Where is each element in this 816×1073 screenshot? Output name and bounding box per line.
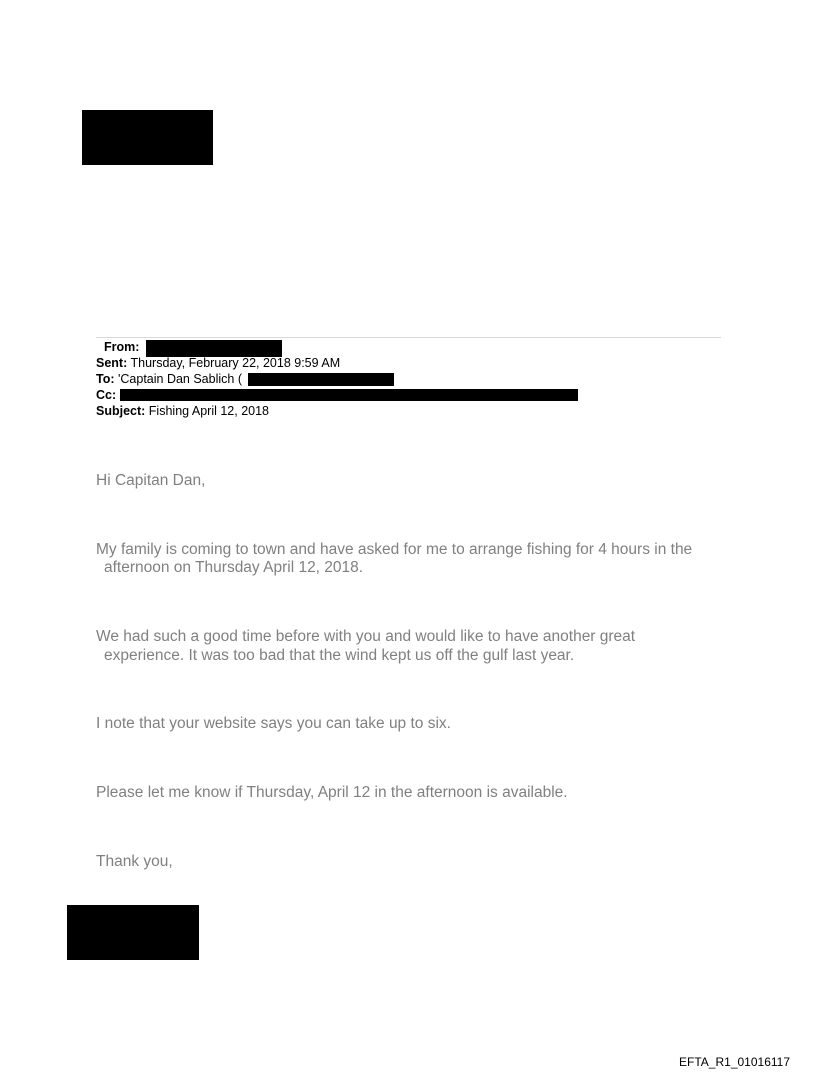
subject-line	[96, 404, 269, 419]
subject-value: Fishing April 12, 2018	[148, 404, 270, 418]
cc-line	[96, 388, 116, 403]
from-redaction	[146, 340, 282, 357]
paragraph-2-line-2: experience. It was too bad that the wind kept us off the gulf last year.	[104, 647, 575, 664]
closing: Thank you,	[96, 853, 173, 870]
to-label: To:	[96, 372, 115, 386]
sent-label: Sent:	[96, 356, 128, 370]
cc-label: Cc:	[96, 388, 117, 402]
sent-line	[96, 356, 340, 371]
paragraph-1-line-2: afternoon on Thursday April 12, 2018.	[104, 559, 364, 576]
to-value: 'Captain Dan Sablich (	[118, 372, 242, 386]
paragraph-4: Please let me know if Thursday, April 12 in the afternoon is available.	[96, 784, 568, 801]
paragraph-3: I note that your website says you can take up to six.	[96, 715, 451, 732]
subject-label: Subject:	[96, 404, 146, 418]
from-label: From:	[104, 340, 140, 354]
header-divider	[96, 337, 721, 338]
redaction-block-signature	[67, 905, 199, 960]
greeting: Hi Capitan Dan,	[96, 472, 206, 489]
from-line	[104, 340, 139, 355]
sent-value: Thursday, February 22, 2018 9:59 AM	[130, 356, 341, 370]
to-redaction	[248, 373, 394, 386]
redaction-block-top	[82, 110, 213, 165]
paragraph-2-line-1: We had such a good time before with you and would like to have another great	[96, 628, 636, 645]
paragraph-1-line-1: My family is coming to town and have asked for me to arrange fishing for 4 hours in the	[96, 541, 693, 558]
cc-redaction	[120, 389, 578, 401]
document-id: EFTA_R1_01016117	[679, 1055, 790, 1069]
